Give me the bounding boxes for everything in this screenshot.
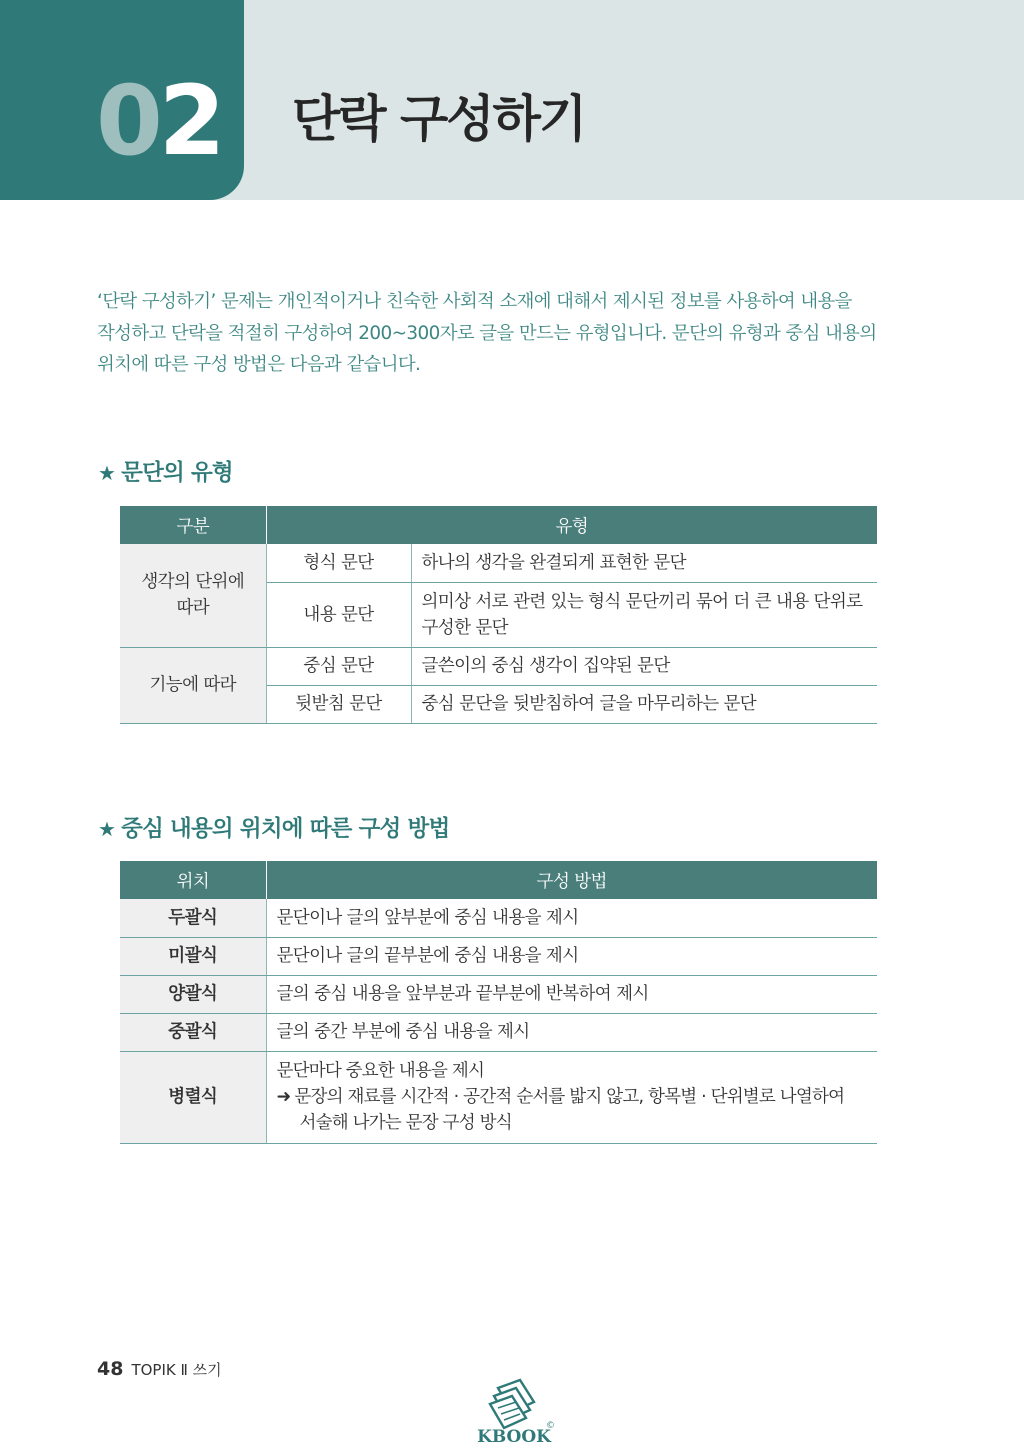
table-header-row (120, 861, 877, 899)
column-header: 위치 (120, 861, 266, 899)
position-cell: 중괄식 (120, 1013, 266, 1051)
copyright-mark: © (546, 1421, 555, 1431)
arrow-right-icon: ➜ (276, 1087, 291, 1107)
category-cell (120, 544, 266, 647)
kbook-logo (476, 1376, 555, 1447)
category-label: 생각의 단위에 따라 (141, 572, 245, 619)
logo-text: KBOOK (477, 1427, 551, 1447)
table-row (120, 544, 877, 582)
description-cell: 의미상 서로 관련 있는 형식 문단끼리 묶어 더 큰 내용 단위로 구성한 문단 (411, 582, 877, 647)
category-cell: 기능에 따라 (120, 647, 266, 723)
chapter-number: 02 (96, 65, 222, 177)
method-cell (266, 1051, 877, 1143)
book-icon (476, 1376, 555, 1447)
table-row (120, 975, 877, 1013)
description-cell: 글쓴이의 중심 생각이 집약된 문단 (411, 647, 877, 685)
star-icon: ★ (98, 461, 116, 485)
page-footer (97, 1358, 222, 1380)
column-header: 구분 (120, 506, 266, 544)
method-cell: 글의 중간 부분에 중심 내용을 제시 (266, 1013, 877, 1051)
note-line-2: 서술해 나가는 문장 구성 방식 (299, 1113, 512, 1133)
book-title: TOPIK Ⅱ 쓰기 (131, 1361, 222, 1379)
description-cell: 하나의 생각을 완결되게 표현한 문단 (411, 544, 877, 582)
paragraph-types-table (120, 506, 877, 724)
position-cell: 두괄식 (120, 899, 266, 937)
table-row (120, 899, 877, 937)
table-row (120, 1051, 877, 1143)
position-cell: 병렬식 (120, 1051, 266, 1143)
type-cell: 뒷받침 문단 (266, 685, 411, 723)
description-cell: 중심 문단을 뒷받침하여 글을 마무리하는 문단 (411, 685, 877, 723)
method-cell: 문단이나 글의 앞부분에 중심 내용을 제시 (266, 899, 877, 937)
structure-methods-table (120, 861, 877, 1144)
method-note (277, 1084, 868, 1110)
table-row (120, 647, 877, 685)
table-row (120, 937, 877, 975)
method-cell: 글의 중심 내용을 앞부분과 끝부분에 반복하여 제시 (266, 975, 877, 1013)
section-title-paragraph-types (98, 455, 233, 487)
column-header: 구성 방법 (266, 861, 877, 899)
page-number: 48 (97, 1358, 124, 1380)
star-icon: ★ (98, 817, 116, 841)
table-row (120, 1013, 877, 1051)
method-cell: 문단이나 글의 끝부분에 중심 내용을 제시 (266, 937, 877, 975)
position-cell: 미괄식 (120, 937, 266, 975)
section-title-text: 중심 내용의 위치에 따른 구성 방법 (121, 816, 450, 842)
method-text: 문단마다 중요한 내용을 제시 (276, 1061, 485, 1081)
column-header: 유형 (266, 506, 877, 544)
position-cell: 양괄식 (120, 975, 266, 1013)
type-cell: 중심 문단 (266, 647, 411, 685)
type-cell: 형식 문단 (266, 544, 411, 582)
note-line-1: 문장의 재료를 시간적 · 공간적 순서를 밟지 않고, 항목별 · 단위별로 나열하여 (294, 1087, 845, 1107)
type-cell: 내용 문단 (266, 582, 411, 647)
section-title-structure-methods (98, 811, 449, 843)
intro-paragraph: ‘단락 구성하기’ 문제는 개인적이거나 친숙한 사회적 소재에 대해서 제시된 정보를 사용하여 내용을 작성하고 단락을 적절히 구성하여 200~300자로 글을 만드는 유형입니다. 문단의 유형과 중심 내용의 위치에 따른 구성 방법은 다음과 같습니다. (97, 291, 877, 375)
chapter-title: 단락 구성하기 (292, 90, 586, 148)
table-header-row (120, 506, 877, 544)
section-title-text: 문단의 유형 (121, 460, 233, 486)
